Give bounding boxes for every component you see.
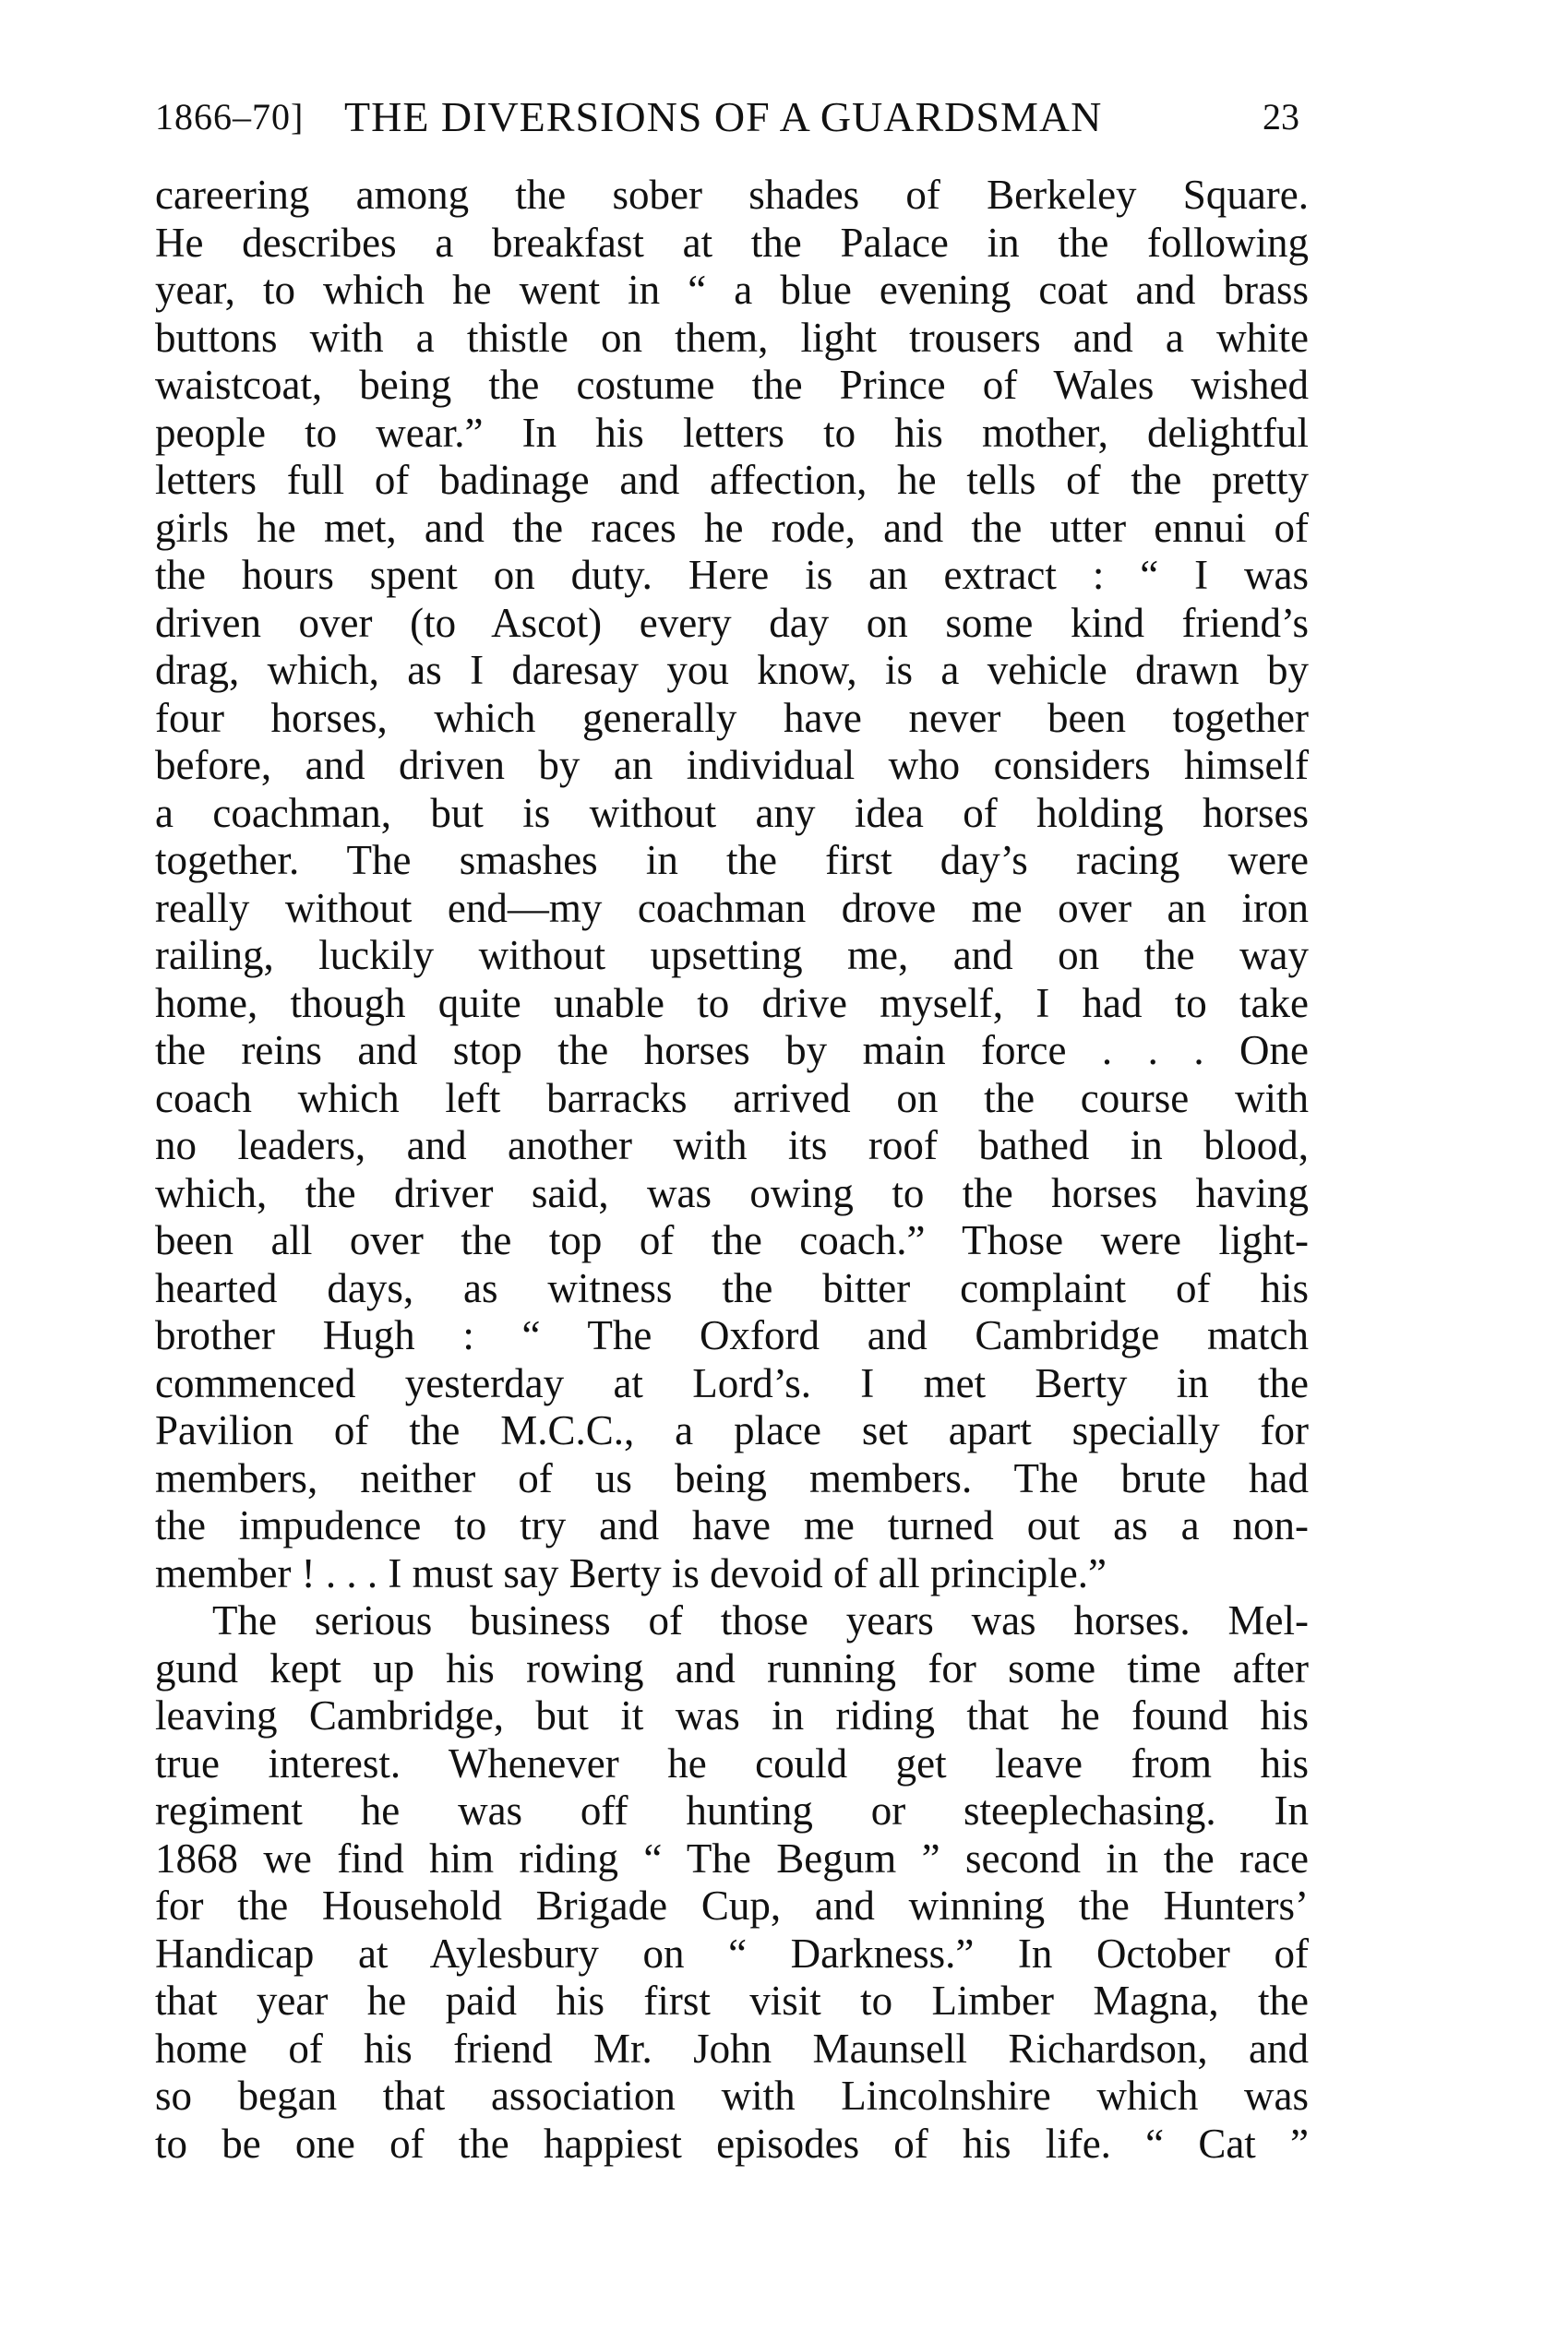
text-line: been all over the top of the coach.” Those were light- <box>155 1217 1309 1263</box>
text-line: Handicap at Aylesbury on “ Darkness.” In October of <box>155 1930 1309 1977</box>
text-line: buttons with a thistle on them, light trousers and a white <box>155 314 1309 361</box>
text-line: commenced yesterday at Lord’s. I met Berty in the <box>155 1359 1309 1406</box>
text-line: members, neither of us being members. The brute had <box>155 1454 1309 1501</box>
text-line: hearted days, as witness the bitter complaint of his <box>155 1264 1309 1311</box>
text-line: home of his friend Mr. John Maunsell Richardson, and <box>155 2025 1309 2072</box>
text-line: really without end—my coachman drove me over an iron <box>155 884 1309 931</box>
text-line: driven over (to Ascot) every day on some kind friend’s <box>155 599 1309 646</box>
page-number: 23 <box>1263 96 1299 137</box>
text-line: so began that association with Lincolnshire which was <box>155 2073 1309 2119</box>
text-line: together. The smashes in the first day’s racing were <box>155 837 1309 883</box>
text-line: before, and driven by an individual who considers himself <box>155 742 1309 788</box>
text-line: railing, luckily without upsetting me, and on the way <box>155 932 1309 978</box>
text-line: He describes a breakfast at the Palace in the following <box>155 219 1309 266</box>
text-line: a coachman, but is without any idea of holding horses <box>155 789 1309 836</box>
text-line: to be one of the happiest episodes of his life. “ Cat ” <box>155 2120 1309 2167</box>
text-line: 1868 we find him riding “ The Begum ” second in the race <box>155 1835 1309 1882</box>
text-line: Pavilion of the M.C.C., a place set apart specially for <box>155 1407 1309 1453</box>
text-line: girls he met, and the races he rode, and the utter ennui of <box>155 504 1309 551</box>
body-text <box>155 172 1309 2168</box>
text-line: regiment he was off hunting or steeplechasing. In <box>155 1787 1309 1834</box>
text-line: home, though quite unable to drive myself, I had to take <box>155 979 1309 1026</box>
text-line: drag, which, as I daresay you know, is a vehicle drawn by <box>155 647 1309 693</box>
chapter-date-range: 1866–70] <box>155 96 305 137</box>
text-line: brother Hugh : “ The Oxford and Cambridge match <box>155 1312 1309 1358</box>
text-line: waistcoat, being the costume the Prince of Wales wished <box>155 362 1309 408</box>
running-head <box>155 85 1299 149</box>
text-line: true interest. Whenever he could get leave from his <box>155 1739 1309 1787</box>
paragraph-start-line: The serious business of those years was horses. Mel- <box>212 1597 1309 1644</box>
text-line: people to wear.” In his letters to his mother, delightful <box>155 409 1309 456</box>
text-line: letters full of badinage and affection, he tells of the pretty <box>155 457 1309 503</box>
text-line: which, the driver said, was owing to the horses having <box>155 1169 1309 1216</box>
text-line: no leaders, and another with its roof bathed in blood, <box>155 1122 1309 1168</box>
text-line: coach which left barracks arrived on the course with <box>155 1074 1309 1121</box>
text-line: careering among the sober shades of Berkeley Square. <box>155 172 1309 218</box>
text-line: for the Household Brigade Cup, and winning the Hunters’ <box>155 1883 1309 1929</box>
text-line: the impudence to try and have me turned out as a non- <box>155 1502 1309 1548</box>
running-title: THE DIVERSIONS OF A GUARDSMAN <box>344 93 1103 140</box>
text-line: leaving Cambridge, but it was in riding that he found his <box>155 1692 1309 1739</box>
text-line: the hours spent on duty. Here is an extract : “ I was <box>155 552 1309 598</box>
text-line: the reins and stop the horses by main force . . . One <box>155 1027 1309 1073</box>
text-line: member ! . . . I must say Berty is devoid of all principle.” <box>155 1549 1107 1596</box>
text-line: that year he paid his first visit to Limber Magna, the <box>155 1978 1309 2024</box>
text-line: four horses, which generally have never been together <box>155 694 1309 741</box>
text-line: year, to which he went in “ a blue evening coat and brass <box>155 267 1309 313</box>
text-line: gund kept up his rowing and running for some time after <box>155 1644 1309 1692</box>
